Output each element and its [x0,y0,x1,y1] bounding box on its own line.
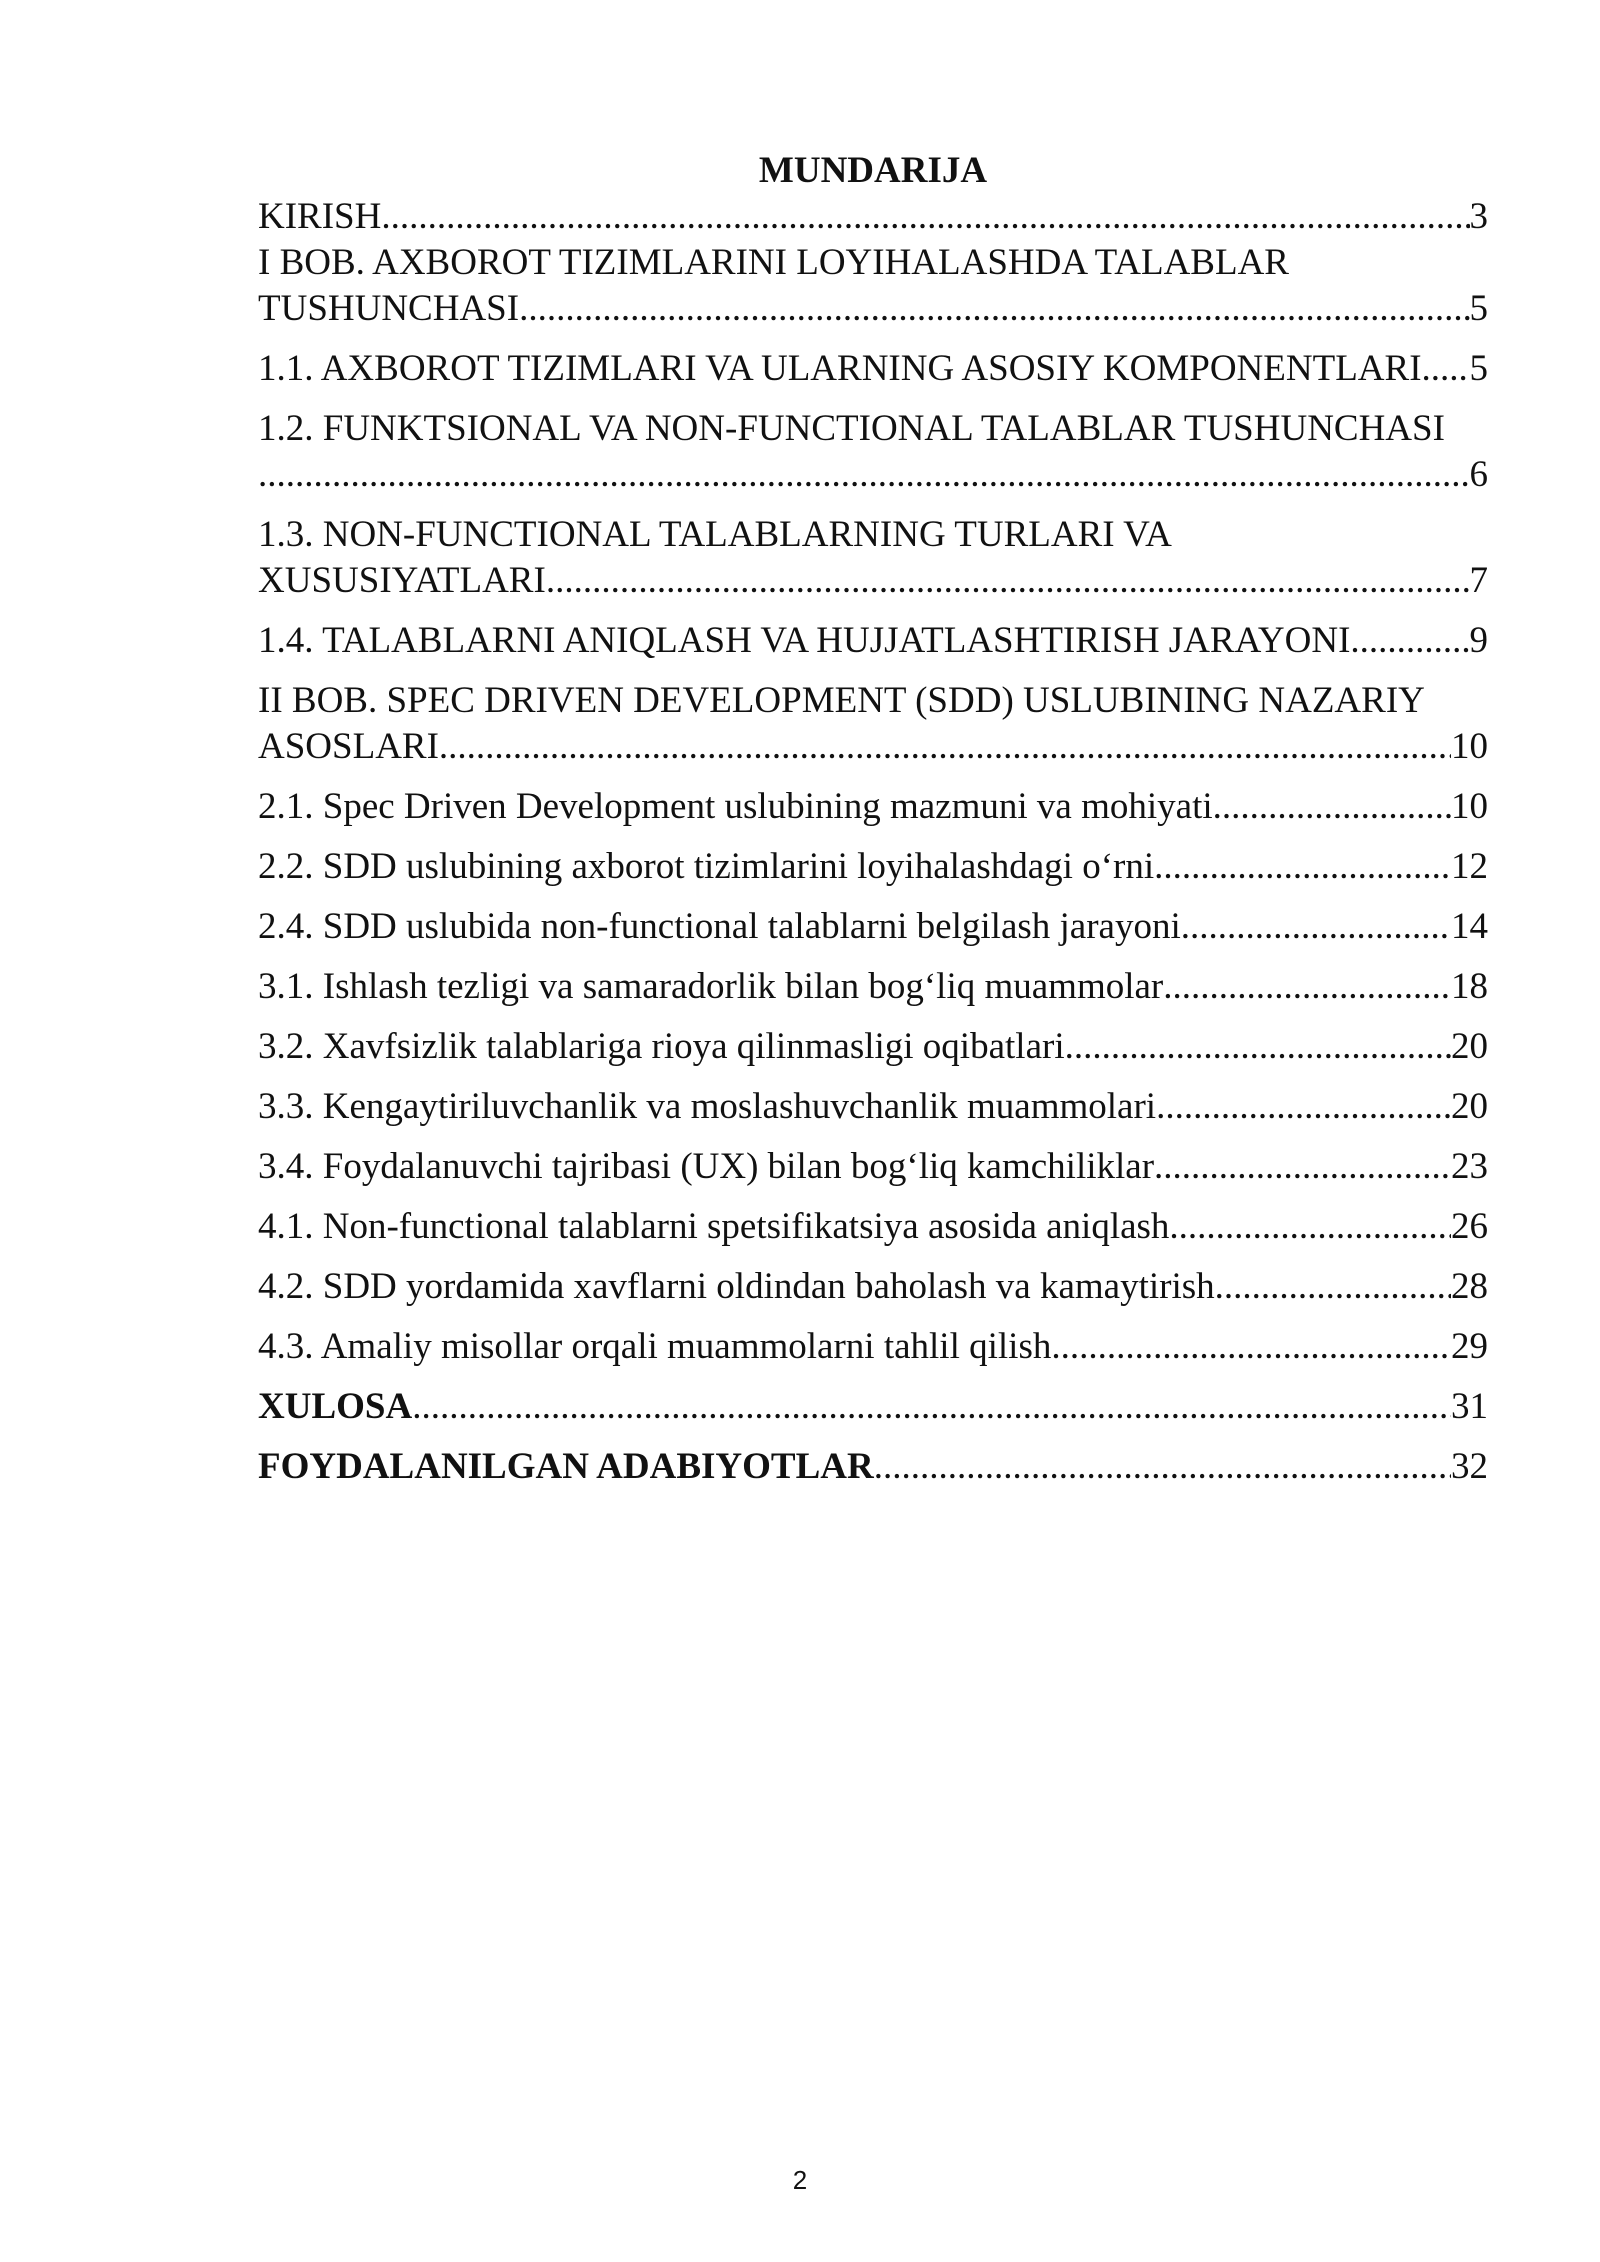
toc-entry-label: 3.4. Foydalanuvchi tajribasi (UX) bilan bog‘liq kamchiliklar [258,1146,1155,1187]
dot-leader [874,1444,1451,1490]
toc-entry[interactable] [258,1384,1488,1430]
toc-entry-label: 2.2. SDD uslubining axborot tizimlarini loyihalashdagi o‘rni [258,846,1155,887]
toc-entry-page: 12 [1451,846,1488,887]
toc-entry-row [258,452,1488,498]
dot-leader [1154,844,1451,890]
dot-leader [1156,1084,1451,1130]
toc-entry-label: XULOSA [258,1386,413,1427]
toc-entry[interactable] [258,1324,1488,1370]
dot-leader [381,194,1469,240]
toc-entry-label: 2.1. Spec Driven Development uslubining mazmuni va mohiyati [258,786,1213,827]
toc-entry-page: 10 [1451,726,1488,767]
dot-leader [1431,346,1470,392]
dot-leader [1163,964,1451,1010]
toc-entry[interactable] [258,1264,1488,1310]
toc-entry-row [258,1144,1488,1190]
toc-entry-row [258,1084,1488,1130]
toc-entry[interactable] [258,1084,1488,1130]
toc-entry-row [258,724,1488,770]
toc-entry[interactable] [258,964,1488,1010]
toc-entry-row [258,784,1488,830]
dot-leader [1215,1264,1451,1310]
toc-entry-page: 3 [1469,196,1488,237]
toc-entry-row [258,1444,1488,1490]
toc-entry-label: 1.1. AXBOROT TIZIMLARI VA ULARNING ASOSIY KOMPONENTLARI. [258,348,1431,389]
toc-entry[interactable] [258,240,1488,332]
toc-entry[interactable] [258,406,1488,498]
toc-entry-label: XUSUSIYATLARI [258,560,546,601]
toc-entry-page: 31 [1451,1386,1488,1427]
toc-entry-label: FOYDALANILGAN ADABIYOTLAR [258,1446,874,1487]
toc-entry-row [258,1024,1488,1070]
toc-entry-label: 3.3. Kengaytiriluvchanlik va moslashuvchanlik muammolari [258,1086,1157,1127]
toc-entry[interactable] [258,1144,1488,1190]
toc-entry-page: 18 [1451,966,1488,1007]
toc-entry-label: ASOSLARI [258,726,439,767]
toc-entry[interactable] [258,346,1488,392]
toc-entry-row [258,1384,1488,1430]
toc-entry-page: 5 [1469,348,1488,389]
toc-entry-row [258,1264,1488,1310]
toc-entry-page: 23 [1451,1146,1488,1187]
dot-leader [546,558,1470,604]
toc-entry[interactable] [258,904,1488,950]
dot-leader [439,724,1451,770]
toc-entry-page: 5 [1469,288,1488,329]
toc-entry-first-line: I BOB. AXBOROT TIZIMLARINI LOYIHALASHDA TALABLAR [258,242,1289,283]
toc-entry[interactable] [258,1204,1488,1250]
toc-entry-page: 28 [1451,1266,1488,1307]
toc-entry[interactable] [258,194,1488,240]
table-of-contents [258,148,1488,1504]
toc-entry-page: 32 [1451,1446,1488,1487]
toc-entry[interactable] [258,784,1488,830]
toc-entry-label: 4.3. Amaliy misollar orqali muammolarni tahlil qilish [258,1326,1052,1367]
toc-entry-page: 10 [1451,786,1488,827]
dot-leader [1169,1204,1451,1250]
dot-leader [1051,1324,1451,1370]
toc-entry-row [258,346,1488,392]
toc-entry[interactable] [258,1444,1488,1490]
toc-entry-row [258,618,1488,664]
toc-entry[interactable] [258,512,1488,604]
toc-entry-page: 20 [1451,1086,1488,1127]
toc-entry-row [258,194,1488,240]
toc-entry-page: 29 [1451,1326,1488,1367]
toc-entry-label: 4.2. SDD yordamida xavflarni oldindan baholash va kamaytirish [258,1266,1215,1307]
dot-leader [1213,784,1451,830]
toc-entry-page: 14 [1451,906,1488,947]
toc-entry-row [258,964,1488,1010]
toc-entry-page: 20 [1451,1026,1488,1067]
toc-entry-page: 7 [1469,560,1488,601]
toc-title: MUNDARIJA [758,150,988,191]
toc-entry-label: 4.1. Non-functional talablarni spetsifikatsiya asosida aniqlash [258,1206,1170,1247]
toc-entry-label: 3.2. Xavfsizlik talablariga rioya qilinmasligi oqibatlari [258,1026,1065,1067]
toc-entry-label: KIRISH [258,196,382,237]
dot-leader [1181,904,1451,950]
toc-entry-page: 9 [1469,620,1488,661]
toc-entry[interactable] [258,1024,1488,1070]
dot-leader [1350,618,1469,664]
dot-leader [1065,1024,1451,1070]
toc-entry-row [258,1204,1488,1250]
toc-entry-row [258,286,1488,332]
toc-entry[interactable] [258,844,1488,890]
toc-entry[interactable] [258,678,1488,770]
toc-entry-first-line: 1.3. NON-FUNCTIONAL TALABLARNING TURLARI VA [258,514,1172,555]
dot-leader [1154,1144,1451,1190]
toc-entry-label: 3.1. Ishlash tezligi va samaradorlik bilan bog‘liq muammolar [258,966,1164,1007]
toc-entry-row [258,558,1488,604]
toc-entry-label: 2.4. SDD uslubida non-functional talablarni belgilash jarayoni [258,906,1181,947]
toc-entry-first-line: II BOB. SPEC DRIVEN DEVELOPMENT (SDD) USLUBINING NAZARIY [258,680,1425,721]
dot-leader [412,1384,1451,1430]
dot-leader [519,286,1469,332]
toc-entry[interactable] [258,618,1488,664]
dot-leader [258,452,1470,498]
toc-entry-label: TUSHUNCHASI [258,288,520,329]
toc-entry-page: 6 [1469,454,1488,495]
toc-entry-row [258,844,1488,890]
page-number: 2 [792,2165,808,2195]
toc-entry-first-line: 1.2. FUNKTSIONAL VA NON-FUNCTIONAL TALABLAR TUSHUNCHASI [258,408,1445,449]
toc-entry-row [258,904,1488,950]
toc-entry-page: 26 [1451,1206,1488,1247]
toc-entry-label: 1.4. TALABLARNI ANIQLASH VA HUJJATLASHTIRISH JARAYONI [258,620,1351,661]
toc-entry-row [258,1324,1488,1370]
